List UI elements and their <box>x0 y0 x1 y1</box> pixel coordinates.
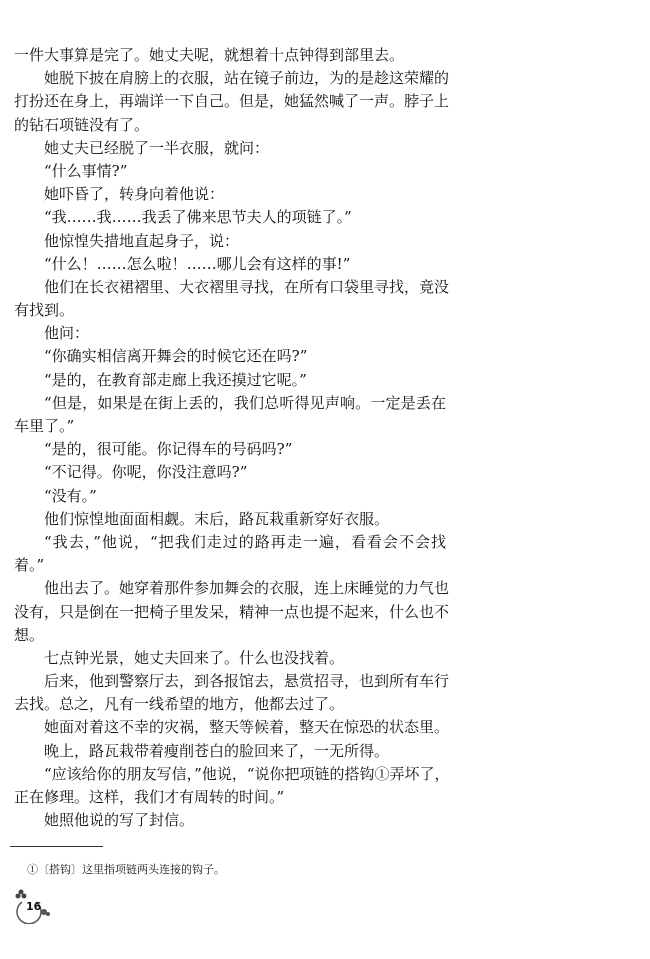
text-line: “我去，”他说，“把我们走过的路再走一遍，看看会不会找 <box>44 532 446 551</box>
page-number: 16 <box>26 900 42 913</box>
text-line: 她脱下披在肩膀上的衣服，站在镜子前边，为的是趁这荣耀的 <box>44 69 450 88</box>
page-number-ornament <box>12 888 52 924</box>
text-line: 的钻石项链没有了。 <box>14 115 150 134</box>
text-line: 他惊惶失措地直起身子，说： <box>44 231 240 250</box>
text-line: 后来，他到警察厅去，到各报馆去，悬赏招寻，也到所有车行 <box>44 672 450 691</box>
text-line: 她照他说的写了封信。 <box>44 811 195 830</box>
text-line: 车里了。” <box>14 417 75 435</box>
text-line: “没有。” <box>44 486 97 505</box>
text-line: 一件大事算是完了。她丈夫呢，就想着十点钟得到部里去。 <box>14 46 405 64</box>
text-line: 他们在长衣裙褶里、大衣褶里寻找，在所有口袋里寻找，竟没 <box>44 277 450 296</box>
text-line: “不记得。你呢，你没注意吗?” <box>44 463 248 482</box>
text-line: 他出去了。她穿着那件参加舞会的衣服，连上床睡觉的力气也 <box>44 579 450 598</box>
text-line: “应该给你的朋友写信，”他说，“说你把项链的搭钩①弄坏了， <box>44 764 450 783</box>
text-line: 他问： <box>44 324 90 343</box>
text-line: 没有，只是倒在一把椅子里发呆，精神一点也提不起来，什么也不 <box>14 602 450 621</box>
text-line: 晚上，路瓦栽带着瘦削苍白的脸回来了，一无所得。 <box>44 741 390 760</box>
text-line: 打扮还在身上，再端详一下自己。但是，她猛然喊了一声。脖子上 <box>14 92 450 111</box>
text-line: 着。” <box>14 556 45 575</box>
text-line: “是的，很可能。你记得车的号码吗?” <box>44 440 293 459</box>
text-line: “什么！……怎么啦！……哪儿会有这样的事!” <box>44 254 351 273</box>
footnote: ①〔搭钩〕这里指项链两头连接的钩子。 <box>27 863 225 876</box>
text-line: 她面对着这不幸的灾祸，整天等候着，整天在惊恐的状态里。 <box>44 718 450 737</box>
text-line: 他们惊惶地面面相觑。末后，路瓦栽重新穿好衣服。 <box>44 509 390 528</box>
footnote-divider <box>10 846 103 847</box>
text-line: “你确实相信离开舞会的时候它还在吗?” <box>44 347 308 366</box>
text-line: “但是，如果是在街上丢的，我们总听得见声响。一定是丢在 <box>44 393 446 412</box>
text-line: 正在修理。这样，我们才有周转的时间。” <box>14 788 285 806</box>
body-text <box>14 44 450 832</box>
text-line: 有找到。 <box>14 301 75 320</box>
text-line: “是的，在教育部走廊上我还摸过它呢。” <box>44 370 307 389</box>
text-line: “什么事情?” <box>44 161 128 180</box>
text-line: 想。 <box>14 625 45 644</box>
text-line: “我……我……我丢了佛来思节夫人的项链了。” <box>44 208 352 227</box>
text-line: 她丈夫已经脱了一半衣服，就问： <box>44 138 270 157</box>
text-line: 她吓昏了，转身向着他说： <box>44 185 225 204</box>
text-line: 七点钟光景，她丈夫回来了。什么也没找着。 <box>44 648 345 667</box>
text-line: 去找。总之，凡有一线希望的地方，他都去过了。 <box>14 695 345 714</box>
